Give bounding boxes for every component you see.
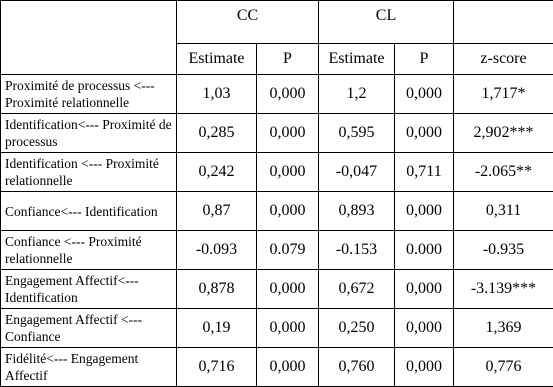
cl-p-value: 0,000 xyxy=(395,114,454,153)
cl-p-value: 0.000 xyxy=(395,231,454,270)
cc-p-value: 0.079 xyxy=(257,231,319,270)
path-label: Fidélité<--- Engagement Affectif xyxy=(1,348,177,387)
table-row xyxy=(1,270,553,309)
cl-p-value: 0,711 xyxy=(395,153,454,192)
path-label: Engagement Affectif<--- Identification xyxy=(1,270,177,309)
cc-estimate: 0,285 xyxy=(177,114,257,153)
group-header-cl: CL xyxy=(319,1,454,44)
path-label: Confiance <--- Proximité relationnelle xyxy=(1,231,177,270)
cl-estimate: -0,047 xyxy=(319,153,395,192)
path-label: Identification<--- Proximité de processus xyxy=(1,114,177,153)
z-score: -0.935 xyxy=(454,231,553,270)
table-row xyxy=(1,231,553,270)
cc-estimate: 0,716 xyxy=(177,348,257,387)
cc-estimate: 0,878 xyxy=(177,270,257,309)
cc-p-value: 0,000 xyxy=(257,348,319,387)
cc-estimate: 0,19 xyxy=(177,309,257,348)
col-header-cc-estimate: Estimate xyxy=(177,44,257,75)
cl-estimate: 1,2 xyxy=(319,75,395,114)
cl-p-value: 0,000 xyxy=(395,192,454,231)
z-score: 1,717* xyxy=(454,75,553,114)
col-header-cl-estimate: Estimate xyxy=(319,44,395,75)
cl-p-value: 0,000 xyxy=(395,270,454,309)
table-row xyxy=(1,153,553,192)
table-row xyxy=(1,75,553,114)
col-header-z-score: z-score xyxy=(454,44,553,75)
table-row xyxy=(1,114,553,153)
group-header-empty xyxy=(454,1,553,44)
group-header-cc: CC xyxy=(177,1,319,44)
cc-estimate: 0,242 xyxy=(177,153,257,192)
path-label: Engagement Affectif <--- Confiance xyxy=(1,309,177,348)
z-score: 0,776 xyxy=(454,348,553,387)
path-label: Confiance<--- Identification xyxy=(1,192,177,231)
table-body xyxy=(1,1,553,387)
col-header-cc-p: P xyxy=(257,44,319,75)
cl-estimate: 0,595 xyxy=(319,114,395,153)
cl-estimate: 0,250 xyxy=(319,309,395,348)
cl-estimate: -0.153 xyxy=(319,231,395,270)
z-score: 2,902*** xyxy=(454,114,553,153)
cl-estimate: 0,672 xyxy=(319,270,395,309)
cl-estimate: 0,760 xyxy=(319,348,395,387)
table-row xyxy=(1,309,553,348)
cl-estimate: 0,893 xyxy=(319,192,395,231)
z-score: -3.139*** xyxy=(454,270,553,309)
z-score: -2.065** xyxy=(454,153,553,192)
table-row xyxy=(1,192,553,231)
cc-estimate: -0.093 xyxy=(177,231,257,270)
cc-p-value: 0,000 xyxy=(257,153,319,192)
cl-p-value: 0,000 xyxy=(395,309,454,348)
cc-p-value: 0,000 xyxy=(257,114,319,153)
cc-estimate: 0,87 xyxy=(177,192,257,231)
corner-cell xyxy=(1,1,177,75)
z-score: 0,311 xyxy=(454,192,553,231)
cc-p-value: 0,000 xyxy=(257,192,319,231)
col-header-cl-p: P xyxy=(395,44,454,75)
cc-p-value: 0,000 xyxy=(257,309,319,348)
cc-estimate: 1,03 xyxy=(177,75,257,114)
cc-p-value: 0,000 xyxy=(257,270,319,309)
path-label: Proximité de processus <--- Proximité relationnelle xyxy=(1,75,177,114)
cc-p-value: 0,000 xyxy=(257,75,319,114)
path-label: Identification <--- Proximité relationnelle xyxy=(1,153,177,192)
table-row xyxy=(1,348,553,387)
cl-p-value: 0,000 xyxy=(395,75,454,114)
header-row-groups xyxy=(1,1,553,44)
z-score: 1,369 xyxy=(454,309,553,348)
cl-p-value: 0,000 xyxy=(395,348,454,387)
